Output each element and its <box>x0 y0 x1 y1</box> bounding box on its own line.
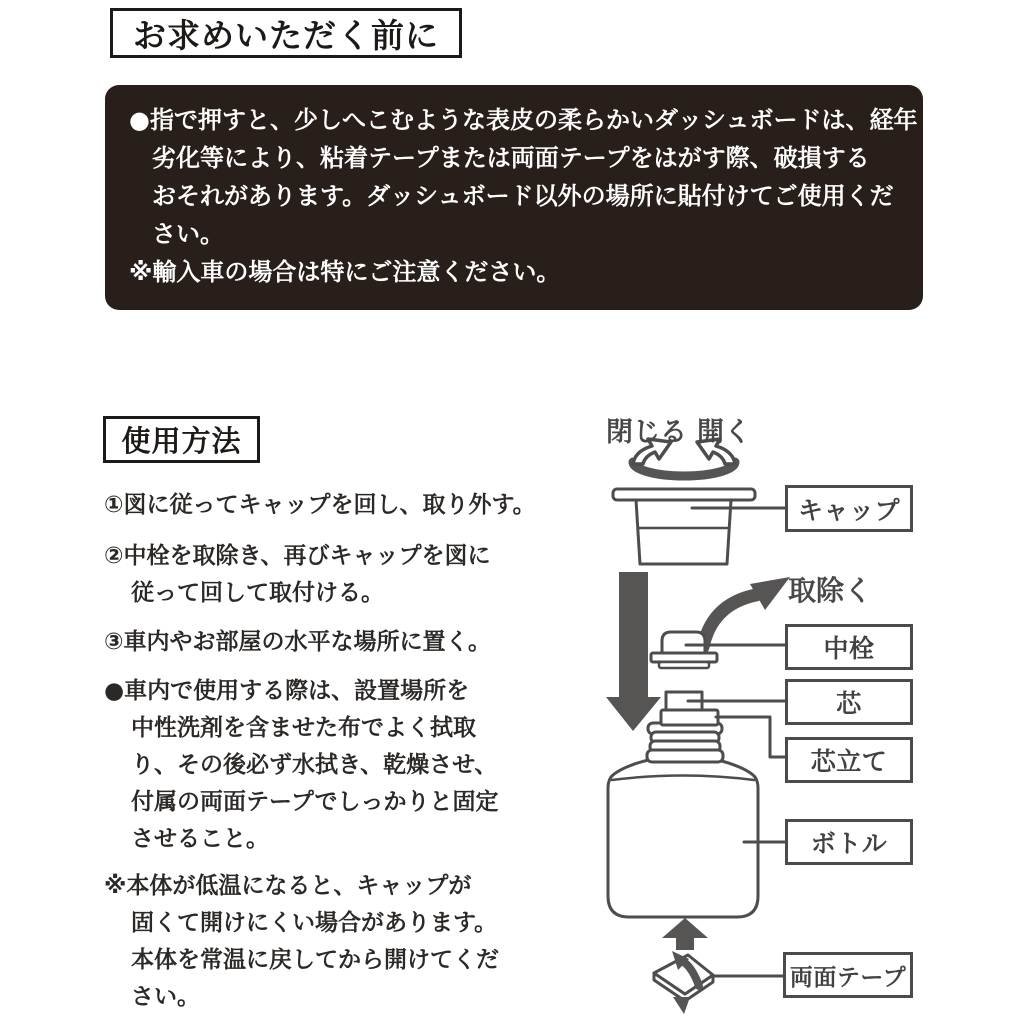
usage-note-cold <box>104 868 564 1016</box>
page-title-box <box>110 8 462 58</box>
part-label-cap-text: キャップ <box>797 495 900 525</box>
step-line: ②中栓を取除き、再びキャップを図に <box>104 543 491 569</box>
part-label-inner-plug <box>785 624 913 670</box>
part-label-inner-plug-text: 中栓 <box>823 634 875 663</box>
part-label-tape <box>783 952 913 998</box>
note-line: 本体を常温に戻してから開けてくだ <box>131 947 499 973</box>
cap-brim <box>613 489 755 500</box>
part-label-bottle <box>785 819 913 865</box>
down-arrow-icon <box>606 572 661 731</box>
note-line: さい。 <box>131 984 200 1010</box>
neck-ring <box>647 750 723 762</box>
note-line: り、その後必ず水拭き、乾燥させ、 <box>131 752 498 778</box>
note-line: させること。 <box>131 826 269 852</box>
part-label-bottle-text: ボトル <box>810 829 888 858</box>
part-label-wick-stand <box>785 737 913 783</box>
step-line: ③車内やお部屋の水平な場所に置く。 <box>104 629 492 655</box>
warning-line: さい。 <box>152 220 224 248</box>
warning-box <box>105 85 923 310</box>
note-line: 中性洗剤を含ませた布でよく拭取 <box>131 715 476 741</box>
rotation-ring <box>633 462 735 476</box>
warning-line: 劣化等により、粘着テープまたは両面テープをはがす際、破損する <box>152 144 870 172</box>
rotate-open-label: 開く <box>697 417 751 448</box>
usage-step-1 <box>104 487 564 524</box>
remove-arrow-curve <box>703 595 756 647</box>
step-line: 従って回して取付ける。 <box>131 580 384 606</box>
usage-note-car <box>104 673 564 858</box>
cap-body <box>636 500 731 564</box>
part-label-cap <box>785 485 913 532</box>
wick-stand-collar <box>661 710 718 725</box>
page-title: お求めいただく前に <box>133 15 439 55</box>
note-line: 付属の両面テープでしっかりと固定 <box>131 789 499 815</box>
usage-step-2 <box>104 538 564 612</box>
part-label-wick-text: 芯 <box>836 689 862 718</box>
part-label-tape-text: 両面テープ <box>789 964 907 991</box>
wick-stand-connector <box>716 717 785 757</box>
usage-step-3 <box>104 624 564 661</box>
warning-line: おそれがあります。ダッシュボード以外の場所に貼付けてご使用くだ <box>152 182 894 210</box>
warning-line: ●指で押すと、少しへこむような表皮の柔らかいダッシュボードは、経年 <box>129 106 918 134</box>
up-arrow-icon <box>662 918 708 950</box>
remove-label: 取除く <box>788 574 873 607</box>
note-line: 固くて開けにくい場合があります。 <box>131 910 498 936</box>
inner-plug-base <box>651 653 717 662</box>
note-line: ●車内で使用する際は、設置場所を <box>104 678 470 704</box>
bottle-body <box>608 759 758 917</box>
usage-title-box <box>103 416 260 463</box>
note-line: ※本体が低温になると、キャップが <box>104 873 472 899</box>
warning-note: ※輸入車の場合は特にご注意ください。 <box>129 258 561 286</box>
rotate-close-label: 閉じる <box>606 417 687 448</box>
part-label-wick <box>785 679 913 725</box>
part-label-wick-stand-text: 芯立て <box>810 747 888 776</box>
remove-arrow-head <box>750 577 790 610</box>
step-line: ①図に従ってキャップを回し、取り外す。 <box>104 492 536 518</box>
inner-plug-dome <box>662 632 705 653</box>
usage-title: 使用方法 <box>121 424 242 458</box>
inner-plug-lip <box>659 662 709 668</box>
tape-corner-flap <box>673 997 690 1014</box>
